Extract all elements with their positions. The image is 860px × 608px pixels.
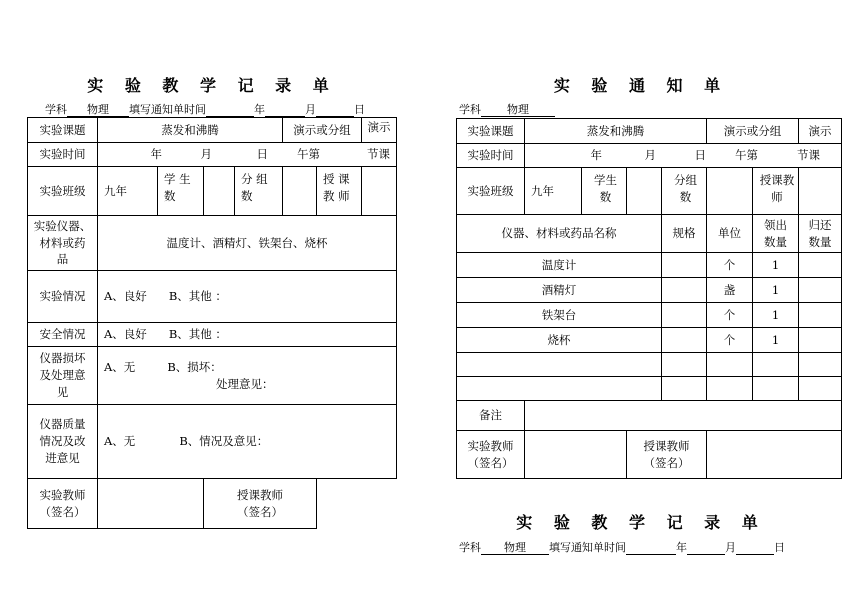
right-title: 实 验 通 知 单: [553, 76, 729, 95]
left-teacher-value[interactable]: [362, 167, 397, 216]
right-time-month: 月: [644, 148, 656, 163]
item-qty-return[interactable]: [799, 353, 842, 377]
left-group-label-1: 分 组: [241, 172, 268, 186]
right-remark-label: 备注: [457, 401, 525, 431]
left-damage-label-1: 仪器损坏: [39, 351, 86, 366]
left-time-day: 日: [256, 147, 268, 162]
bottom-year-label: 年: [676, 541, 687, 554]
item-name[interactable]: 铁架台: [457, 303, 662, 328]
right-teacher-value[interactable]: [799, 168, 842, 215]
left-quality-label: [28, 405, 98, 479]
right-mode-value[interactable]: 演示: [799, 119, 842, 144]
item-qty-out[interactable]: [753, 353, 799, 377]
right-time-label: 实验时间: [457, 144, 525, 168]
left-equipment-label: [28, 216, 98, 271]
item-name[interactable]: [457, 377, 662, 401]
left-header-line: [45, 101, 365, 117]
left-situation-value[interactable]: [98, 271, 397, 323]
right-course-teacher-label: [627, 431, 707, 479]
item-unit[interactable]: 个: [707, 253, 753, 278]
right-mode-label: 演示或分组: [707, 119, 799, 144]
left-month-label: 月: [305, 103, 316, 116]
left-damage-value[interactable]: [98, 347, 397, 405]
right-col-out: [753, 215, 799, 253]
left-mode-value[interactable]: 演示: [362, 118, 397, 143]
left-situation-a[interactable]: A、良好: [104, 289, 147, 304]
left-situation-label: 实验情况: [28, 271, 98, 323]
left-year-label: 年: [254, 103, 265, 116]
item-spec[interactable]: [662, 377, 707, 401]
bottom-title: 实 验 教 学 记 录 单: [516, 513, 766, 532]
item-name[interactable]: [457, 353, 662, 377]
right-time-period-suffix: 节课: [797, 148, 820, 163]
item-qty-out[interactable]: 1: [753, 278, 799, 303]
right-subject-field[interactable]: 物理: [481, 104, 555, 117]
left-day-label: 日: [354, 103, 365, 116]
bottom-header-line: [459, 539, 785, 555]
left-class-label: 实验班级: [28, 167, 98, 216]
bottom-fill-month-field[interactable]: [687, 542, 725, 555]
right-teacher-label-2: 师: [771, 189, 783, 204]
left-quality-b[interactable]: B、情况及意见：: [179, 434, 269, 449]
left-lab-teacher-label-1: 实验教师: [39, 487, 86, 502]
left-equipment-label-3: 品: [56, 252, 69, 267]
right-col-out-2: 数量: [764, 234, 787, 249]
right-subject-label: 学科: [459, 103, 481, 116]
table-row: [457, 303, 842, 328]
left-quality-value[interactable]: [98, 405, 397, 479]
item-unit[interactable]: [707, 377, 753, 401]
item-qty-out[interactable]: 1: [753, 328, 799, 353]
right-time-value[interactable]: [525, 144, 842, 168]
left-subject-label: 学科: [45, 103, 67, 116]
left-time-period-suffix: 节课: [367, 147, 390, 162]
right-remark-value[interactable]: [525, 401, 842, 431]
left-fill-year-field[interactable]: [206, 104, 254, 117]
right-lab-teacher-label: [457, 431, 525, 479]
right-notice-table: [456, 118, 842, 479]
left-time-label: 实验时间: [28, 143, 98, 167]
left-quality-label-2: 情况及改: [39, 434, 86, 449]
left-situation-b[interactable]: B、其他 ：: [168, 289, 227, 304]
left-course-teacher-label-2: （签名）: [237, 504, 283, 519]
item-name[interactable]: 温度计: [457, 253, 662, 278]
item-qty-return[interactable]: [799, 278, 842, 303]
left-topic-label: 实验课题: [28, 118, 98, 143]
bottom-day-label: 日: [774, 541, 785, 554]
left-time-period-prefix: 午第: [297, 147, 320, 162]
right-students-label-1: 学生: [594, 173, 617, 187]
left-course-teacher-label: [204, 479, 317, 529]
item-name[interactable]: 烧杯: [457, 328, 662, 353]
left-quality-label-3: 进意见: [45, 450, 80, 465]
left-lab-teacher-label: [28, 479, 98, 529]
left-subject-field[interactable]: 物理: [67, 104, 129, 117]
left-mode-label: 演示或分组: [283, 118, 362, 143]
right-teacher-label: [753, 168, 799, 215]
table-row: [457, 353, 842, 377]
table-row: [457, 377, 842, 401]
item-qty-return[interactable]: [799, 377, 842, 401]
left-title: 实 验 教 学 记 录 单: [87, 76, 337, 95]
right-col-return-1: 归还: [808, 217, 832, 232]
left-students-label-1: 学 生: [164, 172, 191, 186]
right-group-label-2: 数: [679, 189, 692, 204]
right-course-teacher-label-2: （签名）: [643, 455, 690, 470]
left-record-table: [27, 117, 397, 529]
item-name[interactable]: 酒精灯: [457, 278, 662, 303]
right-topic-value[interactable]: 蒸发和沸腾: [525, 119, 707, 144]
right-class-value[interactable]: 九年: [525, 168, 582, 215]
left-teacher-label: [317, 167, 362, 216]
left-quality-a[interactable]: A、无: [104, 434, 136, 449]
left-class-value[interactable]: 九年: [98, 167, 158, 216]
item-unit[interactable]: 个: [707, 328, 753, 353]
item-spec[interactable]: [662, 253, 707, 278]
right-header-line: [459, 101, 555, 117]
item-unit[interactable]: [707, 353, 753, 377]
item-qty-out[interactable]: [753, 377, 799, 401]
left-lab-teacher-signature[interactable]: [98, 479, 204, 529]
left-safety-a[interactable]: A、良好: [104, 327, 147, 342]
right-col-name: 仪器、材料或药品名称: [457, 215, 662, 253]
left-lab-teacher-label-2: （签名）: [39, 504, 86, 519]
right-lab-teacher-label-1: 实验教师: [467, 438, 514, 453]
right-time-day: 日: [694, 148, 706, 163]
left-topic-value[interactable]: 蒸发和沸腾: [98, 118, 283, 143]
left-course-teacher-signature[interactable]: [317, 479, 397, 529]
left-time-month: 月: [200, 147, 212, 162]
left-fill-month-field[interactable]: [265, 104, 305, 117]
left-damage-opinion: 处理意见：: [216, 376, 274, 391]
item-qty-return[interactable]: [799, 328, 842, 353]
right-time-year: 年: [590, 148, 602, 163]
left-damage-b[interactable]: B、损坏：: [167, 359, 222, 374]
left-students-label-2: 数: [164, 188, 176, 203]
left-group-label: [235, 167, 283, 216]
right-group-label-1: 分组: [674, 173, 697, 187]
left-safety-value[interactable]: [98, 323, 397, 347]
left-damage-label: [28, 347, 98, 405]
left-equipment-value[interactable]: 温度计、酒精灯、铁架台、烧杯: [98, 216, 397, 271]
left-time-year: 年: [150, 147, 162, 162]
right-teacher-label-1: 授课教: [759, 173, 795, 187]
bottom-fill-year-field[interactable]: [626, 542, 676, 555]
bottom-month-label: 月: [725, 541, 736, 554]
right-class-label: 实验班级: [457, 168, 525, 215]
item-unit[interactable]: 盏: [707, 278, 753, 303]
item-qty-out[interactable]: 1: [753, 303, 799, 328]
left-safety-label: 安全情况: [28, 323, 98, 347]
left-damage-label-2: 及处理意: [39, 368, 86, 383]
left-teacher-label-2: 教 师: [323, 188, 350, 203]
right-topic-label: 实验课题: [457, 119, 525, 144]
left-group-value[interactable]: [283, 167, 317, 216]
table-row: [457, 328, 842, 353]
left-students-value[interactable]: [204, 167, 235, 216]
left-equipment-label-2: 材料或药: [39, 235, 86, 250]
left-students-label: [158, 167, 204, 216]
item-spec[interactable]: [662, 328, 707, 353]
right-students-value[interactable]: [627, 168, 662, 215]
item-qty-return[interactable]: [799, 303, 842, 328]
item-qty-out[interactable]: 1: [753, 253, 799, 278]
right-col-out-1: 领出: [764, 217, 787, 232]
item-spec[interactable]: [662, 353, 707, 377]
right-time-period-prefix: 午第: [735, 148, 758, 163]
bottom-subject-label: 学科: [459, 541, 481, 554]
bottom-fill-time-label: 填写通知单时间: [549, 541, 626, 554]
right-lab-teacher-label-2: （签名）: [467, 455, 514, 470]
item-unit[interactable]: 个: [707, 303, 753, 328]
left-quality-label-1: 仪器质量: [39, 417, 86, 432]
right-students-label: [582, 168, 627, 215]
bottom-subject-field[interactable]: 物理: [481, 542, 549, 555]
left-teacher-label-1: 授 课: [323, 172, 350, 186]
left-fill-day-field[interactable]: [316, 104, 354, 117]
left-group-label-2: 数: [241, 188, 253, 203]
item-spec[interactable]: [662, 303, 707, 328]
left-equipment-label-1: 实验仪器、: [33, 218, 92, 233]
left-fill-time-label: 填写通知单时间: [129, 103, 206, 116]
right-group-value[interactable]: [707, 168, 753, 215]
left-safety-b[interactable]: B、其他 ：: [168, 327, 227, 342]
right-students-label-2: 数: [599, 189, 612, 204]
left-damage-a[interactable]: A、无: [104, 359, 136, 374]
table-row: [457, 253, 842, 278]
bottom-fill-day-field[interactable]: [736, 542, 774, 555]
right-col-return-2: 数量: [808, 234, 832, 249]
item-spec[interactable]: [662, 278, 707, 303]
item-qty-return[interactable]: [799, 253, 842, 278]
left-course-teacher-label-1: 授课教师: [237, 487, 283, 502]
right-course-teacher-label-1: 授课教师: [643, 438, 690, 453]
right-group-label: [662, 168, 707, 215]
left-time-value[interactable]: [98, 143, 397, 167]
right-col-return: [799, 215, 842, 253]
right-col-spec: 规格: [662, 215, 707, 253]
left-damage-label-3: 见: [56, 384, 69, 399]
right-lab-teacher-signature[interactable]: [525, 431, 627, 479]
right-col-unit: 单位: [707, 215, 753, 253]
table-row: [457, 278, 842, 303]
right-course-teacher-signature[interactable]: [707, 431, 842, 479]
